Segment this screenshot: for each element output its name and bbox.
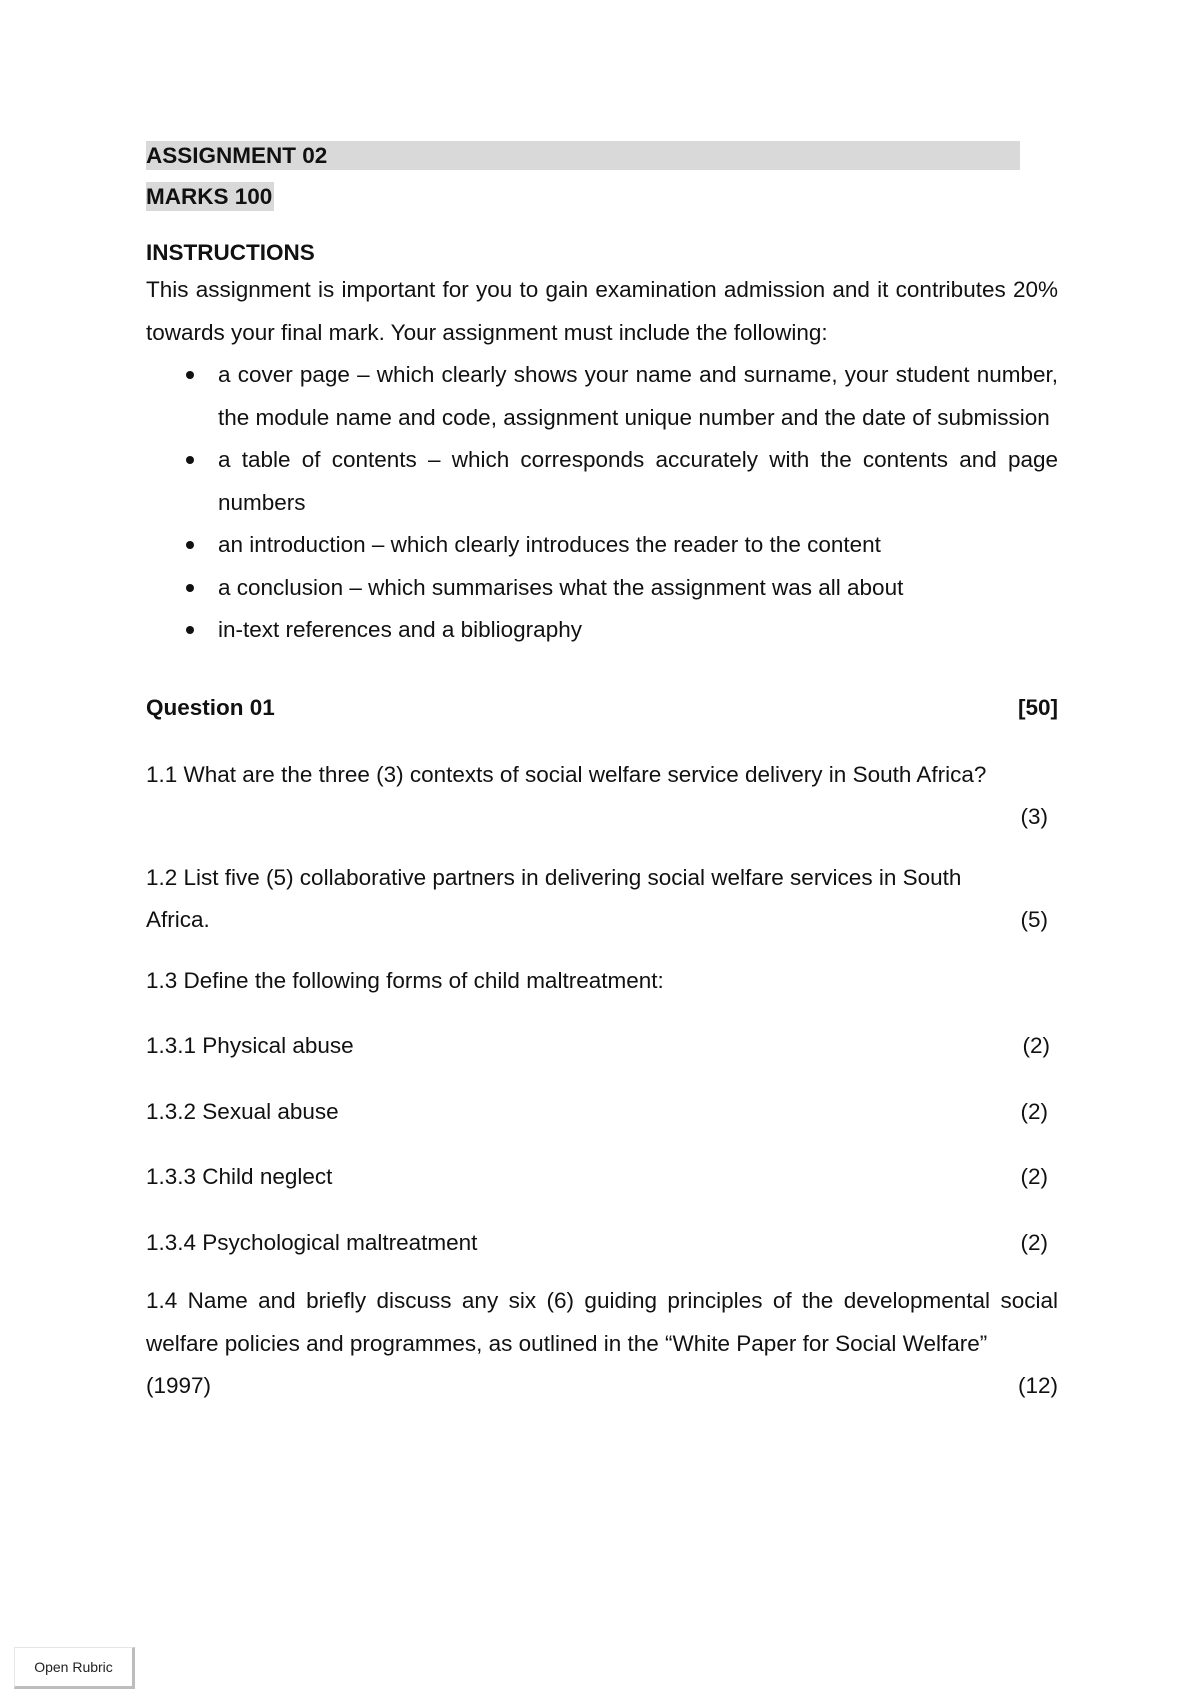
sub-question-text: 1.3.3 Child neglect <box>146 1164 333 1189</box>
bullet-icon <box>186 626 194 634</box>
instructions-intro: This assignment is important for you to gain examination admission and it contributes 20% towards your final mark. Your assignment must include the following: <box>146 277 1058 345</box>
question-1-1-mark: (3) <box>1020 804 1048 829</box>
instructions-heading: INSTRUCTIONS <box>146 240 315 265</box>
question-1-1-text: 1.1 What are the three (3) contexts of social welfare service delivery in South Africa? <box>146 761 987 787</box>
sub-question-mark: (2) <box>1022 1033 1050 1058</box>
question-1-4 <box>146 1280 1058 1408</box>
question-1-2-text-line2: Africa. <box>146 907 210 932</box>
question-1-4-text: 1.4 Name and briefly discuss any six (6) guiding principles of the developmental social welfare policies and programmes, as outlined in the “White Paper for Social Welfare” <box>146 1288 1058 1356</box>
question-1-1 <box>146 754 1058 839</box>
question-heading <box>146 692 1058 724</box>
bullet-icon <box>186 584 194 592</box>
question-1-2 <box>146 857 1058 942</box>
bullet-icon <box>186 456 194 464</box>
instructions-list <box>146 354 1058 652</box>
sub-question-text: 1.3.2 Sexual abuse <box>146 1098 339 1124</box>
sub-question-row <box>146 1156 1058 1199</box>
question-1-3 <box>146 960 1058 1003</box>
sub-question-mark: (2) <box>1020 1098 1048 1124</box>
question-1-3-text: 1.3 Define the following forms of child maltreatment: <box>146 967 664 993</box>
list-item: a table of contents – which corresponds accurately with the contents and page numbers <box>146 439 1058 524</box>
list-item: an introduction – which clearly introduces the reader to the content <box>146 524 1058 567</box>
sub-question-row <box>146 1091 1058 1134</box>
sub-question-row <box>146 1222 1058 1265</box>
assignment-title: ASSIGNMENT 02 <box>146 141 1020 170</box>
question-1-2-text-line1: 1.2 List five (5) collaborative partners in delivering social welfare services in South <box>146 864 962 890</box>
assignment-page <box>146 141 1058 1408</box>
list-item: in-text references and a bibliography <box>146 609 1058 652</box>
question-total: [50] <box>1017 694 1058 720</box>
marks-label: MARKS 100 <box>146 184 273 209</box>
question-1-4-year: (1997) <box>146 1373 212 1398</box>
open-rubric-button[interactable]: Open Rubric <box>14 1647 135 1689</box>
list-item: a conclusion – which summarises what the assignment was all about <box>146 567 1058 610</box>
question-label: Question 01 <box>146 694 275 720</box>
sub-question-text: 1.3.4 Psychological maltreatment <box>146 1229 478 1255</box>
question-1-4-mark: (12) <box>1017 1373 1058 1398</box>
sub-question-mark: (2) <box>1020 1164 1048 1189</box>
sub-question-text: 1.3.1 Physical abuse <box>146 1033 354 1058</box>
bullet-icon <box>186 541 194 549</box>
list-item: a cover page – which clearly shows your name and surname, your student number, the module name and code, assignment unique number and the date of submission <box>146 354 1058 439</box>
sub-question-row <box>146 1025 1058 1068</box>
bullet-icon <box>186 371 194 379</box>
sub-question-mark: (2) <box>1020 1229 1048 1255</box>
question-1-2-mark: (5) <box>1020 907 1048 932</box>
